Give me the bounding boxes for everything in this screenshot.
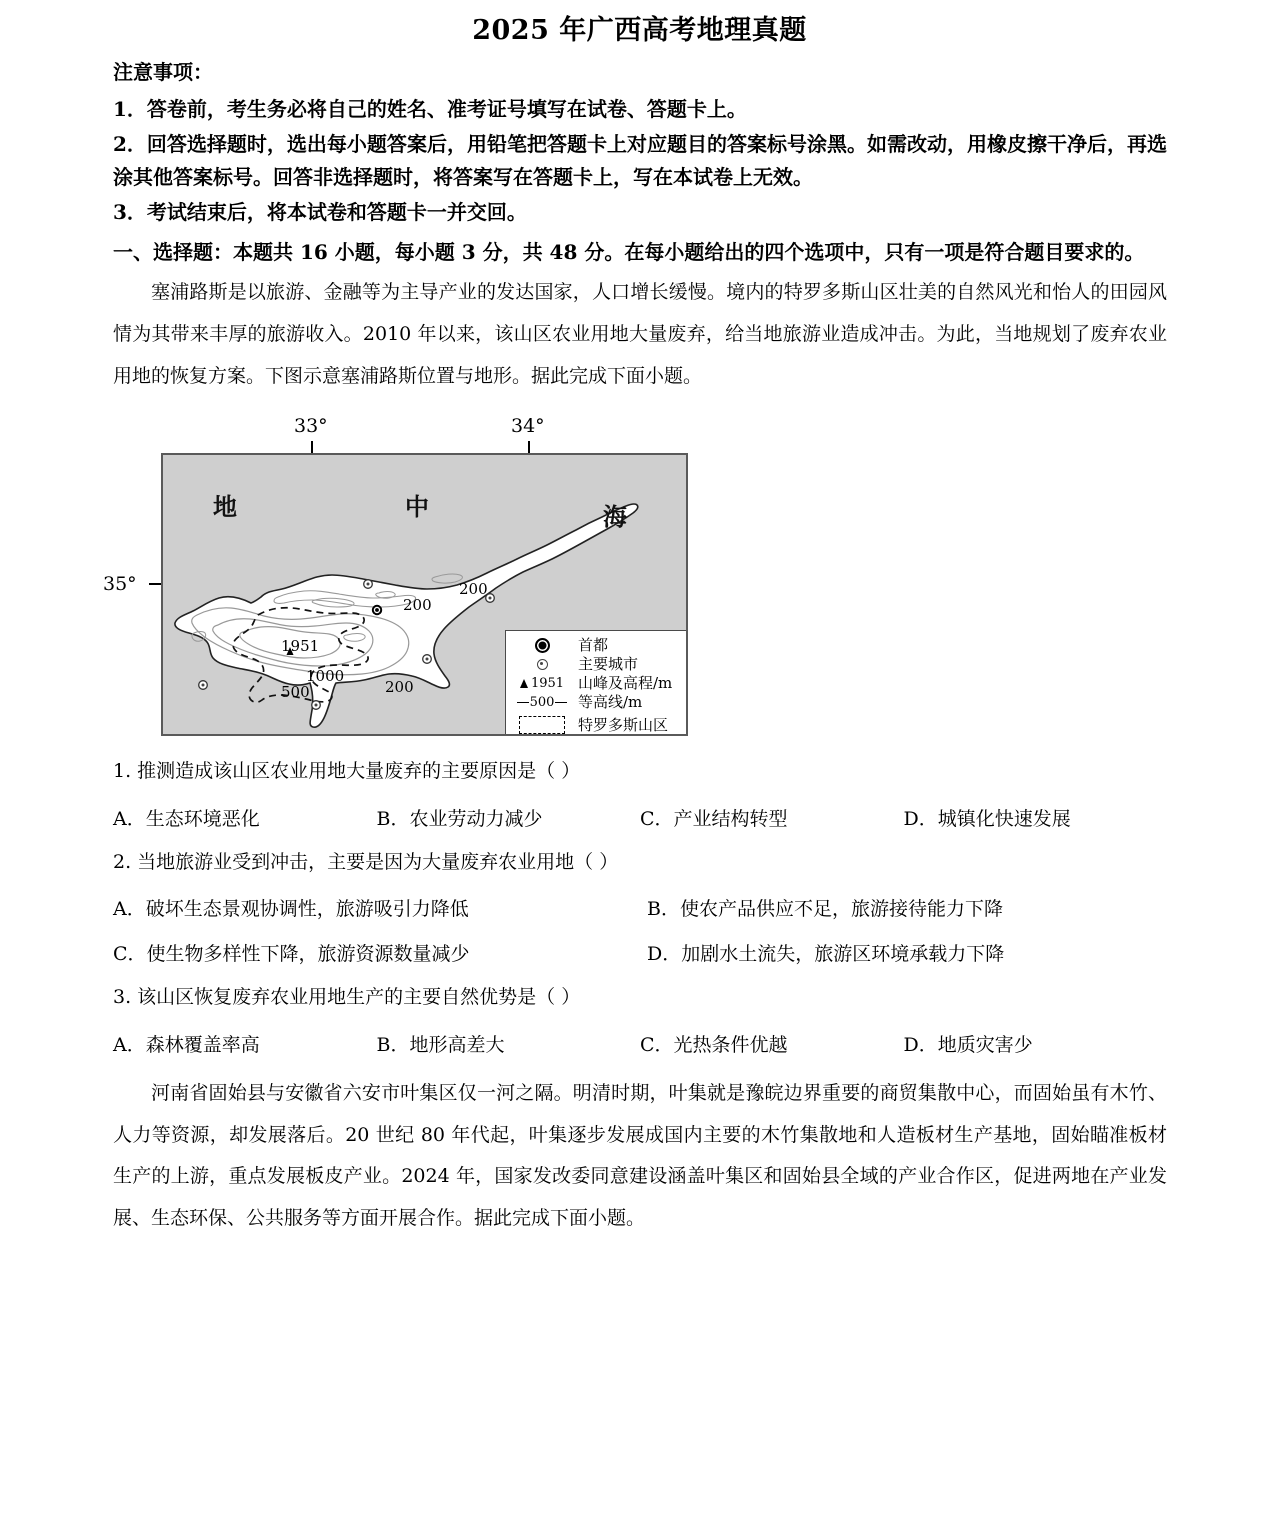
sea-label-di: 地 — [213, 492, 237, 522]
option-2-B[interactable]: B．使农产品供应不足，旅游接待能力下降 — [647, 898, 1003, 921]
option-3-B[interactable]: B．地形高差大 — [376, 1033, 505, 1056]
legend-label-troodos: 特罗多斯山区 — [578, 715, 669, 734]
contour-icon — [506, 693, 578, 712]
legend-row-city — [506, 655, 687, 674]
major-city-marker-south — [312, 701, 321, 710]
option-1-C[interactable]: C．产业结构转型 — [640, 807, 788, 830]
major-city-marker-southeast — [423, 655, 432, 664]
option-1-B[interactable]: B．农业劳动力减少 — [376, 807, 543, 830]
capital-city-marker — [372, 605, 382, 615]
option-2-A[interactable]: A．破坏生态景观协调性，旅游吸引力降低 — [113, 898, 469, 921]
map-frame — [161, 453, 688, 736]
page-content — [0, 59, 1279, 1240]
legend-row-contour — [506, 693, 687, 712]
capital-icon — [506, 636, 578, 655]
peak-icon — [506, 674, 578, 693]
option-3-D[interactable]: D．地质灾害少 — [903, 1033, 1033, 1056]
contour-label-200-a: 200 — [403, 596, 432, 615]
sea-label-hai: 海 — [603, 502, 627, 532]
question-1-stem: 1. 推测造成该山区农业用地大量废弃的主要原因是（ ） — [113, 760, 581, 783]
notice-item-1: 1．答卷前，考生务必将自己的姓名、准考证号填写在试卷、答题卡上。 — [113, 97, 747, 121]
section-heading: 一、选择题：本题共 16 小题，每小题 3 分，共 48 分。在每小题给出的四个选项中，只有一项是符合题目要求的。 — [113, 239, 1145, 264]
contour-label-1000: 1000 — [306, 667, 345, 686]
question-1-options — [113, 804, 1167, 831]
legend-label-city: 主要城市 — [578, 655, 639, 674]
major-city-marker-north — [364, 580, 373, 589]
option-3-C[interactable]: C．光热条件优越 — [640, 1033, 788, 1056]
exam-paper-page — [0, 8, 1279, 1525]
contour-label-200-b: 200 — [459, 580, 488, 599]
notice-item-2: 2．回答选择题时，选出每小题答案后，用铅笔把答题卡上对应题目的答案标号涂黑。如需改动，用橡皮擦干净后，再选涂其他答案标号。回答非选择题时，将答案写在答题卡上，写在本试卷上无效。 — [113, 132, 1167, 189]
map-legend — [505, 630, 688, 736]
contour-label-500: 500 — [281, 683, 310, 702]
legend-peak-value: 1951 — [530, 676, 565, 692]
sea-label-zhong: 中 — [405, 492, 429, 522]
legend-row-capital — [506, 636, 687, 655]
option-3-A[interactable]: A．森林覆盖率高 — [113, 1033, 260, 1056]
question-3-options — [113, 1030, 1167, 1057]
major-city-marker-southwest — [199, 681, 208, 690]
latitude-label-35: 35° — [103, 573, 137, 596]
option-1-A[interactable]: A．生态环境恶化 — [113, 807, 260, 830]
legend-label-peak: 山峰及高程/m — [578, 674, 673, 693]
passage-cyprus: 塞浦路斯是以旅游、金融等为主导产业的发达国家，人口增长缓慢。境内的特罗多斯山区壮美的自然风光和怡人的田园风情为其带来丰厚的旅游收入。2010 年以来，该山区农业用地大量废弃，给当地旅游业造成冲击。为此，当地规划了废弃农业用地的恢复方案。下图示意塞浦路斯位置与地形。据此完成下面小题。 — [113, 280, 1167, 387]
option-1-D[interactable]: D．城镇化快速发展 — [903, 807, 1071, 830]
peak-elevation-label: 1951 — [281, 637, 320, 656]
contour-200-north-east — [432, 574, 463, 583]
legend-contour-value: 500 — [529, 695, 555, 711]
notice-item-3: 3．考试结束后，将本试卷和答题卡一并交回。 — [113, 200, 527, 225]
question-2-stem: 2. 当地旅游业受到冲击，主要是因为大量废弃农业用地（ ） — [113, 850, 619, 873]
question-3-stem: 3. 该山区恢复废弃农业用地生产的主要自然优势是（ ） — [113, 986, 581, 1009]
longitude-label-34: 34° — [511, 415, 545, 438]
page-title: 2025 年广西高考地理真题 — [472, 15, 807, 46]
legend-label-capital: 首都 — [578, 636, 609, 655]
contour-label-200-c: 200 — [385, 678, 414, 697]
question-2-options-row1 — [113, 894, 1167, 921]
option-2-C[interactable]: C．使生物多样性下降，旅游资源数量减少 — [113, 943, 470, 966]
option-2-D[interactable]: D．加剧水土流失，旅游区环境承载力下降 — [647, 943, 1005, 966]
city-icon — [506, 655, 578, 674]
legend-label-contour: 等高线/m — [578, 693, 643, 712]
figure-cyprus-map — [103, 415, 741, 740]
question-2-options-row2 — [113, 939, 1167, 966]
legend-row-peak — [506, 674, 687, 693]
troodos-area-icon — [506, 712, 578, 736]
notice-heading: 注意事项： — [113, 60, 213, 84]
legend-row-troodos — [506, 712, 687, 736]
passage-gushi-yeji: 河南省固始县与安徽省六安市叶集区仅一河之隔。明清时期，叶集就是豫皖边界重要的商贸集散中心，而固始虽有木竹、人力等资源，却发展落后。20 世纪 80 年代起，叶集逐步发展成国内主要的木竹集散地和人造板材生产基地，固始瞄准板材生产的上游，重点发展板皮产业。2024 年，国家发改委同意建设涵盖叶集区和固始县全域的产业合作区，促进两地在产业发展、生态环保、公共服务等方面开展合作。据此完成下面小题。 — [113, 1081, 1167, 1230]
longitude-label-33: 33° — [294, 415, 328, 438]
